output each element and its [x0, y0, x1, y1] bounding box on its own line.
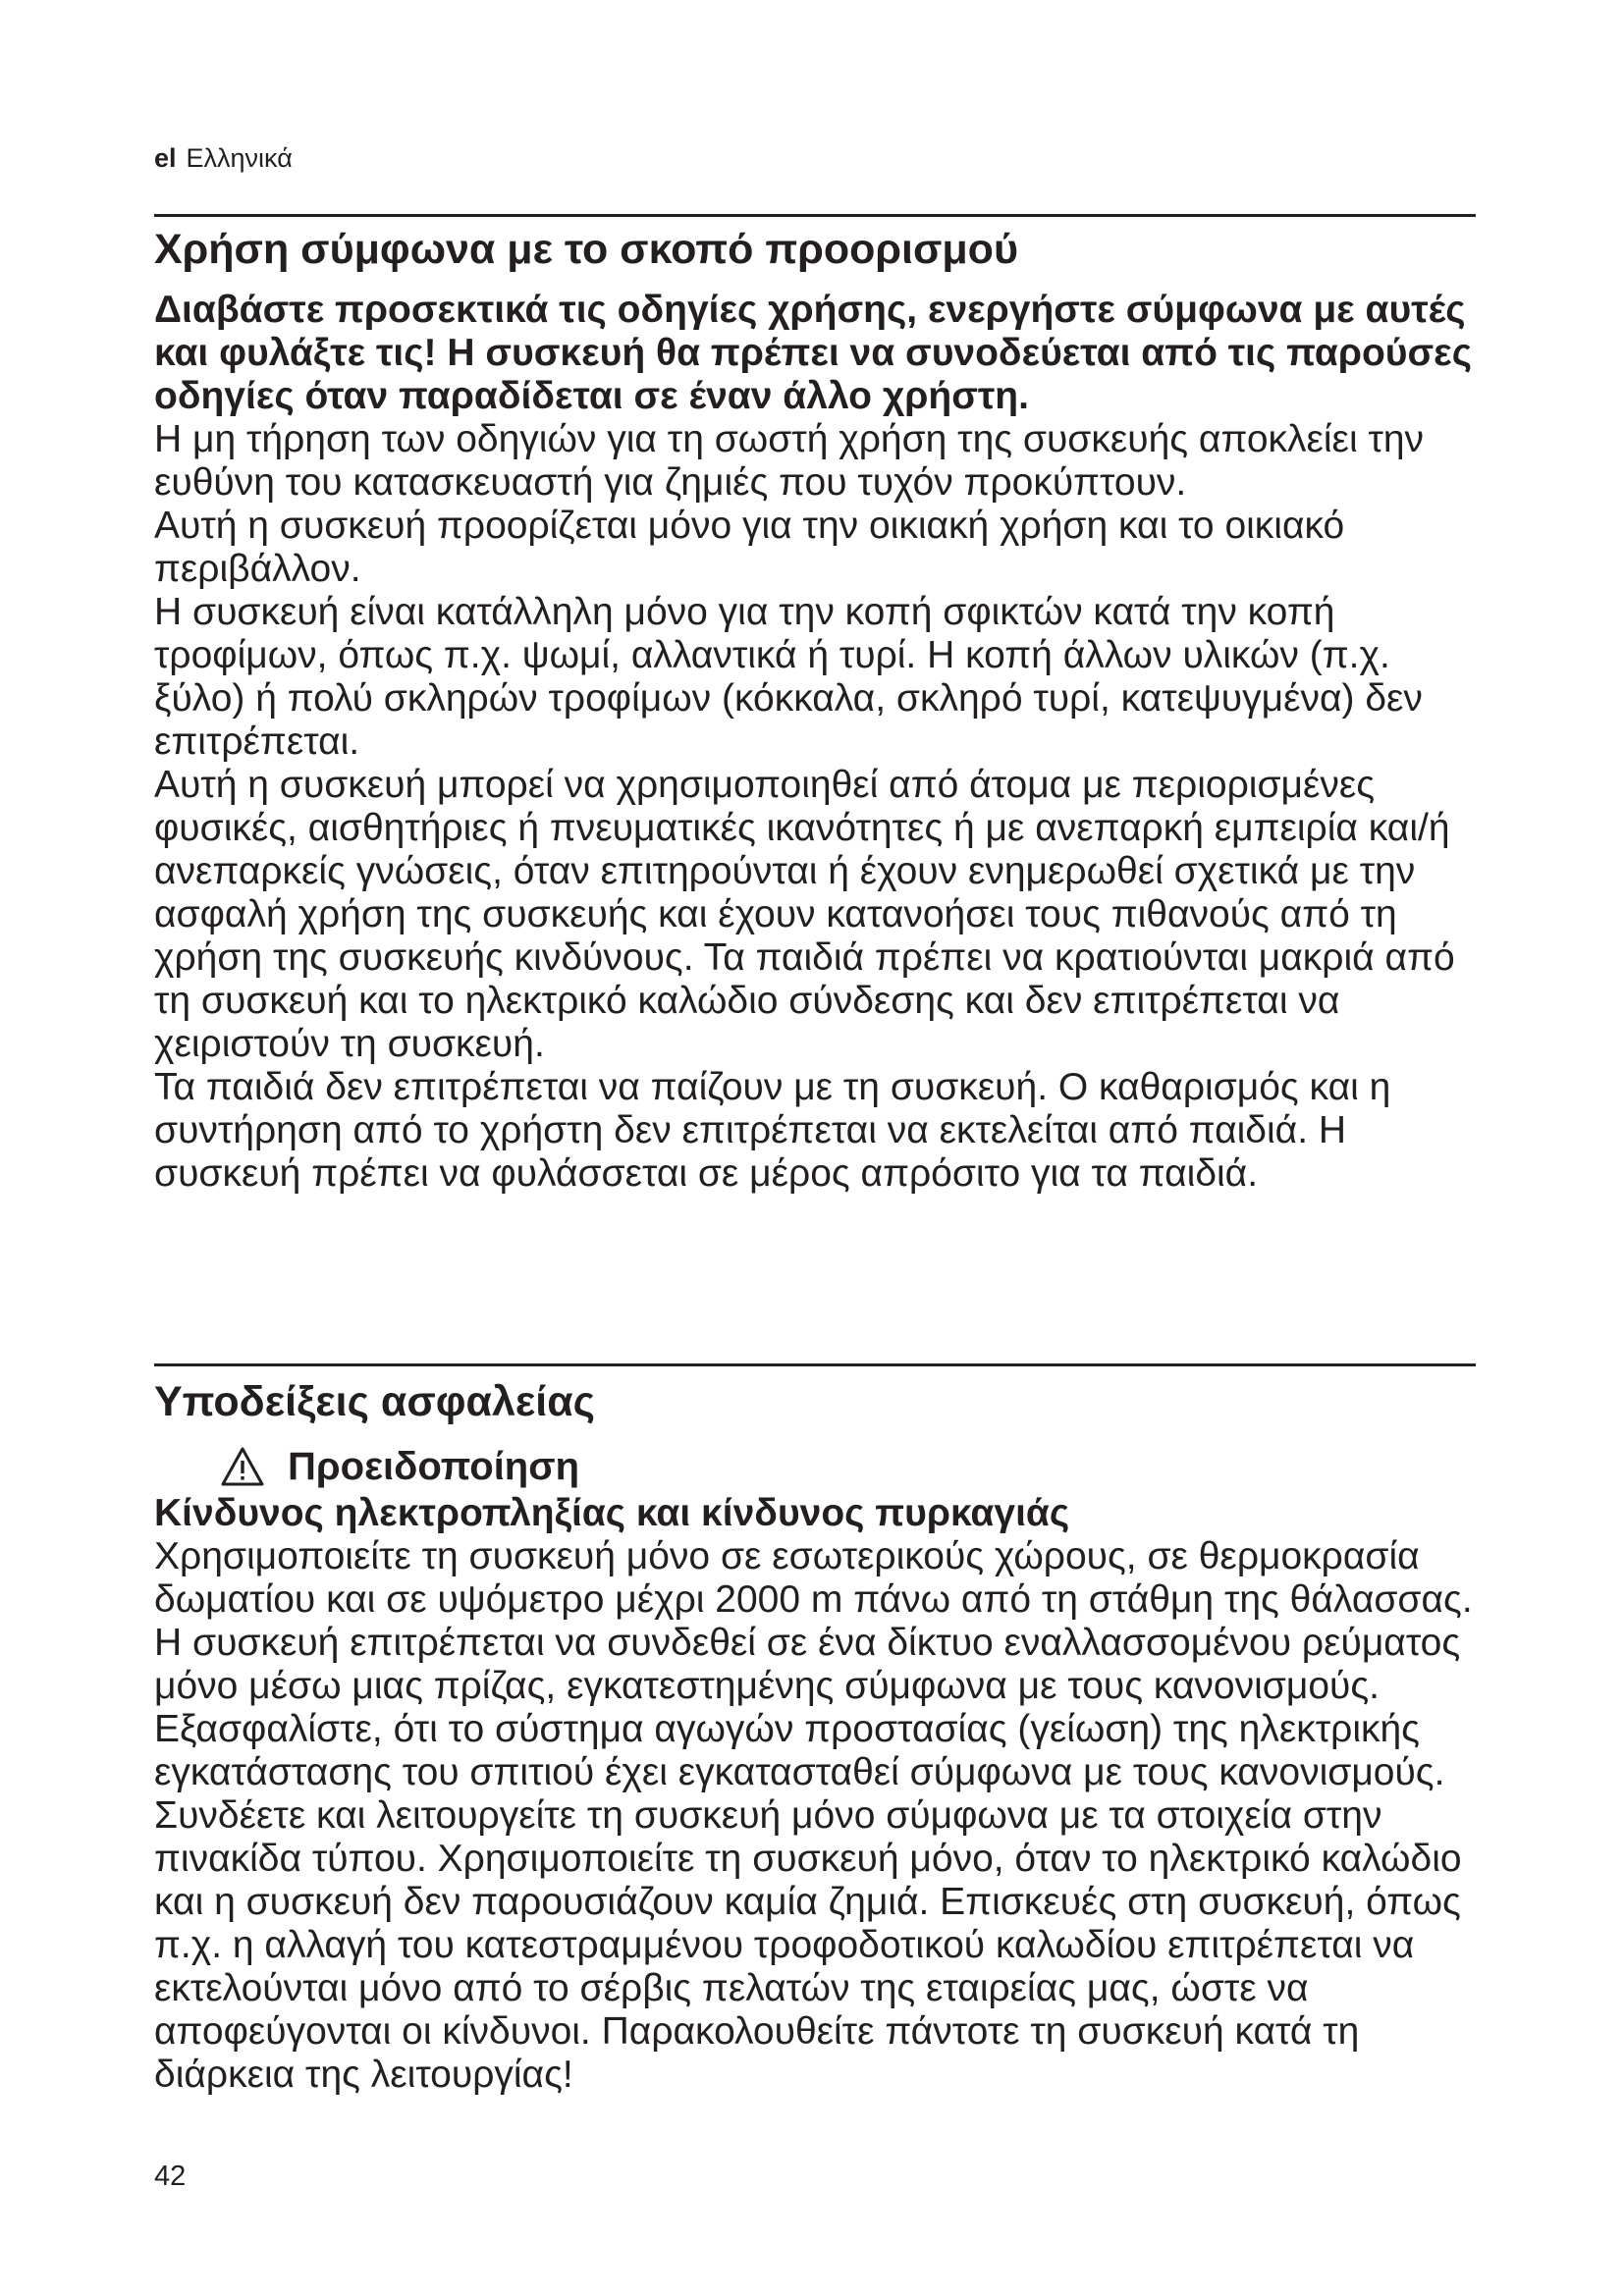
language-name: Ελληνικά: [186, 143, 293, 173]
intended-use-lead: Διαβάστε προσεκτικά τις οδηγίες χρήσης, ενεργήστε σύμφωνα με αυτές και φυλάξτε τις! Η συσκευή θα πρέπει να συνοδεύεται από τις παρούσες οδηγίες όταν παραδίδεται σε έναν άλλο χρήστη.: [154, 289, 1472, 417]
intended-use-paragraph: Αυτή η συσκευή μπορεί να χρησιμοποιηθεί από άτομα με περιορισμένες φυσικές, αισθητήριες ή πνευματικές ικανότητες ή με ανεπαρκή εμπειρία και/ή ανεπαρκείς γνώσεις, όταν επιτηρούνται ή έχουν ενημερωθεί σχετικά με την ασφαλή χρήση της συσκευής και έχουν κατανοήσει τους πιθανούς από τη χρήση της συσκευής κινδύνους. Τα παιδιά πρέπει να κρατιούνται μακριά από τη συσκευή και το ηλεκτρικό καλώδιο σύνδεσης και δεν επιτρέπεται να χειριστούν τη συσκευή.: [154, 764, 1455, 1065]
intended-use-paragraph: Η συσκευή είναι κατάλληλη μόνο για την κοπή σφικτών κατά την κοπή τροφίμων, όπως π.χ. ψωμί, αλλαντικά ή τυρί. Η κοπή άλλων υλικών (π.χ. ξύλο) ή πολύ σκληρών τροφίμων (κόκκαλα, σκληρό τυρί, κατεψυγμένα) δεν επιτρέπεται.: [154, 591, 1423, 763]
safety-paragraph: Χρησιμοποιείτε τη συσκευή μόνο σε εσωτερικούς χώρους, σε θερμοκρασία δωματίου και σε υψόμετρο μέχρι 2000 m πάνω από τη στάθμη της θάλασσας. Η συσκευή επιτρέπεται να συνδεθεί σε ένα δίκτυο εναλλασσομένου ρεύματος μόνο μέσω μιας πρίζας, εγκατεστημένης σύμφωνα με τους κανονισμούς. Εξασφαλίστε, ότι το σύστημα αγωγών προστασίας (γείωση) της ηλεκτρικής εγκατάστασης του σπιτιού έχει εγκατασταθεί σύμφωνα με τους κανονισμούς. Συνδέετε και λειτουργείτε τη συσκευή μόνο σύμφωνα με τα στοιχεία στην πινακίδα τύπου. Χρησιμοποιείτε τη συσκευή μόνο, όταν το ηλεκτρικό καλώδιο και η συσκευή δεν παρουσιάζουν καμία ζημιά. Επισκευές στη συσκευή, όπως π.χ. η αλλαγή του κατεστραμμένου τροφοδοτικού καλωδίου επιτρέπεται να εκτελούνται μόνο από το σέρβις πελατών της εταιρείας μας, ώστε να αποφεύγονται οι κίνδυνοι. Παρακολουθείτε πάντοτε τη συσκευή κατά τη διάρκεια της λειτουργίας!: [154, 1535, 1473, 2096]
safety-body: [154, 1492, 1489, 2097]
intended-use-paragraph: Τα παιδιά δεν επιτρέπεται να παίζουν με τη συσκευή. Ο καθαρισμός και η συντήρηση από το χρήστη δεν επιτρέπεται να εκτελείται από παιδιά. Η συσκευή πρέπει να φυλάσσεται σε μέρος απρόσιτο για τα παιδιά.: [154, 1066, 1391, 1195]
language-code: el: [154, 143, 177, 173]
section-divider: [154, 214, 1476, 217]
warning-label: Προειδοποίηση: [288, 1445, 580, 1488]
hazard-title: Κίνδυνος ηλεκτροπληξίας και κίνδυνος πυρκαγιάς: [154, 1492, 1070, 1534]
page-number: 42: [154, 2161, 187, 2192]
section-title-safety: Υποδείξεις ασφαλείας: [154, 1378, 596, 1425]
section-divider: [154, 1363, 1476, 1366]
intended-use-body: [154, 289, 1489, 1196]
warning-triangle-icon: [221, 1447, 264, 1486]
section-title-intended-use: Χρήση σύμφωνα με το σκοπό προορισμού: [154, 226, 1018, 273]
language-label: [154, 142, 293, 174]
intended-use-paragraph: Αυτή η συσκευή προορίζεται μόνο για την οικιακή χρήση και το οικιακό περιβάλλον.: [154, 505, 1345, 590]
warning-heading: [221, 1443, 579, 1490]
intended-use-paragraph: Η μη τήρηση των οδηγιών για τη σωστή χρήση της συσκευής αποκλείει την ευθύνη του κατασκευαστή για ζημιές που τυχόν προκύπτουν.: [154, 418, 1425, 504]
